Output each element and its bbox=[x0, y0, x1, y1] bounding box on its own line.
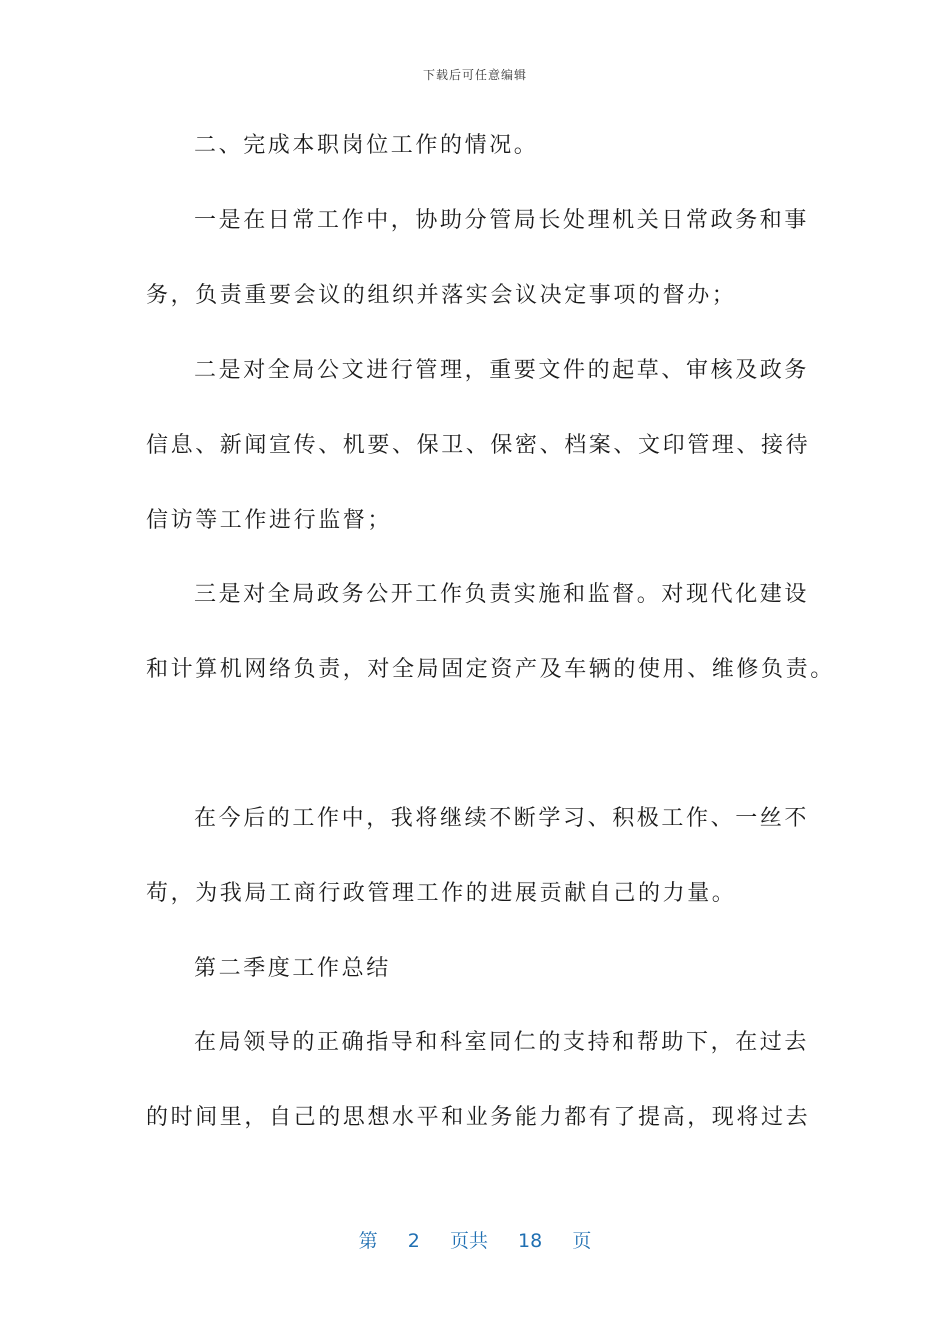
section-heading: 第二季度工作总结 bbox=[194, 956, 391, 981]
footer-page-middle: 页共 bbox=[449, 1230, 488, 1252]
paragraph-line: 信访等工作进行监督； bbox=[146, 508, 393, 533]
footer-page-prefix: 第 bbox=[358, 1230, 378, 1252]
paragraph-line: 和计算机网络负责，对全局固定资产及车辆的使用、维修负责。 bbox=[146, 657, 835, 682]
paragraph-line: 一是在日常工作中，协助分管局长处理机关日常政务和事 bbox=[194, 208, 810, 233]
paragraph-line: 在局领导的正确指导和科室同仁的支持和帮助下，在过去 bbox=[194, 1030, 810, 1055]
header-note: 下载后可任意编辑 bbox=[422, 68, 527, 82]
paragraph-line: 务，负责重要会议的组织并落实会议决定事项的督办； bbox=[146, 283, 737, 308]
paragraph-line: 苟，为我局工商行政管理工作的进展贡献自己的力量。 bbox=[146, 881, 737, 906]
paragraph-line: 二是对全局公文进行管理，重要文件的起草、审核及政务 bbox=[194, 358, 810, 383]
footer-page-number: 2 bbox=[407, 1230, 420, 1252]
paragraph-line: 三是对全局政务公开工作负责实施和监督。对现代化建设 bbox=[194, 582, 810, 607]
footer-page-suffix: 页 bbox=[572, 1230, 592, 1252]
page-footer bbox=[0, 1226, 950, 1253]
paragraph-line: 二、完成本职岗位工作的情况。 bbox=[194, 133, 539, 158]
paragraph-line: 的时间里，自己的思想水平和业务能力都有了提高，现将过去 bbox=[146, 1105, 811, 1130]
paragraph-line: 信息、新闻宣传、机要、保卫、保密、档案、文印管理、接待 bbox=[146, 433, 811, 458]
footer-total-pages: 18 bbox=[518, 1230, 543, 1252]
paragraph-line: 在今后的工作中，我将继续不断学习、积极工作、一丝不 bbox=[194, 806, 810, 831]
